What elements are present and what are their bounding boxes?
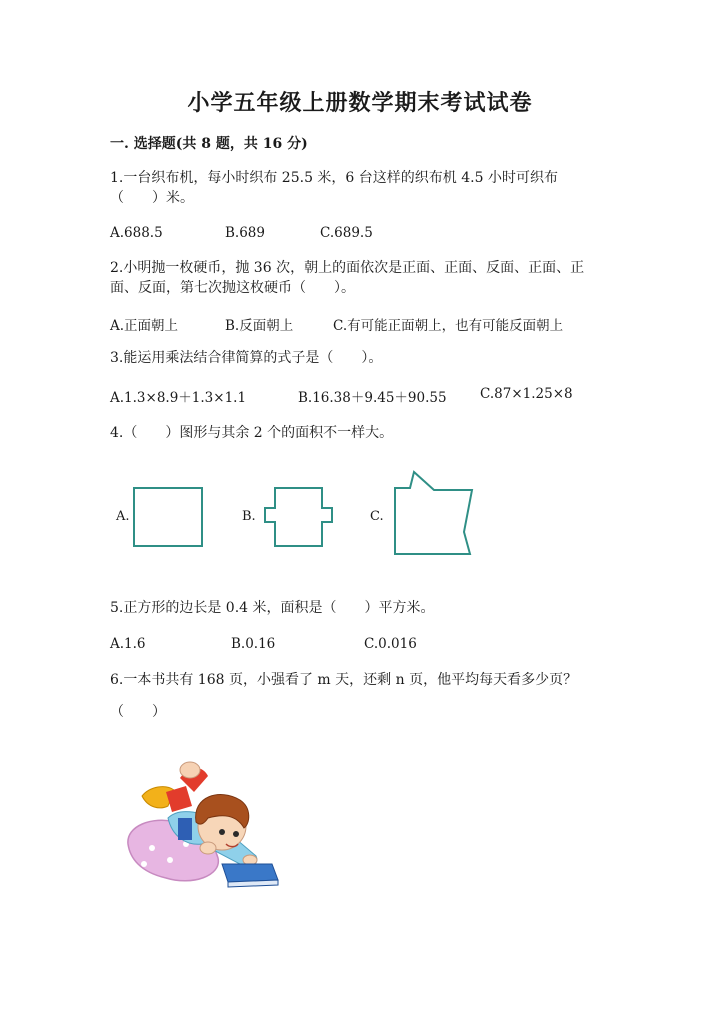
question-2-option-a[interactable]: A.正面朝上 [110, 318, 179, 334]
shape-a-rectangle [130, 484, 210, 550]
question-2-line-2: 面、反面，第七次抛这枚硬币（ ）。 [110, 280, 355, 296]
question-4-option-a[interactable]: A. [116, 509, 130, 524]
question-1-option-a[interactable]: A.688.5 [110, 225, 163, 241]
question-5-option-a[interactable]: A.1.6 [110, 636, 146, 652]
question-4-line-1: 4.（ ）图形与其余 2 个的面积不一样大。 [110, 425, 394, 441]
question-1-line-2: （ ）米。 [110, 190, 194, 206]
question-5-line-1: 5.正方形的边长是 0.4 米，面积是（ ）平方米。 [110, 600, 435, 616]
question-5-option-c[interactable]: C.0.016 [364, 636, 417, 652]
question-5-option-b[interactable]: B.0.16 [231, 636, 276, 652]
question-3-option-a[interactable]: A.1.3×8.9＋1.3×1.1 [110, 390, 247, 406]
question-2-option-c[interactable]: C.有可能正面朝上，也有可能反面朝上 [333, 318, 564, 334]
question-1-option-b[interactable]: B.689 [225, 225, 265, 241]
section-heading: 一. 选择题(共 8 题，共 16 分) [110, 136, 308, 152]
question-2-line-1: 2.小明抛一枚硬币，抛 36 次，朝上的面依次是正面、正面、反面、正面、正 [110, 260, 585, 276]
question-3-option-c[interactable]: C.87×1.25×8 [480, 386, 573, 402]
question-4-option-b[interactable]: B. [242, 509, 256, 524]
question-6-line-2: （ ） [110, 704, 166, 720]
shape-c-irregular-polygon [390, 468, 480, 560]
boy-reading-book-icon [122, 752, 290, 892]
question-3-option-b[interactable]: B.16.38＋9.45＋90.55 [298, 390, 447, 406]
page-title: 小学五年级上册数学期末考试试卷 [187, 90, 533, 116]
question-6-line-1: 6.一本书共有 168 页，小强看了 m 天，还剩 n 页，他平均每天看多少页？ [110, 672, 578, 688]
question-3-line-1: 3.能运用乘法结合律简算的式子是（ ）。 [110, 350, 383, 366]
shape-b-notched-rectangle [260, 484, 340, 550]
question-4-option-c[interactable]: C. [370, 509, 384, 524]
question-1-line-1: 1.一台织布机，每小时织布 25.5 米，6 台这样的织布机 4.5 小时可织布 [110, 170, 558, 186]
question-2-option-b[interactable]: B.反面朝上 [225, 318, 294, 334]
question-1-option-c[interactable]: C.689.5 [320, 225, 373, 241]
